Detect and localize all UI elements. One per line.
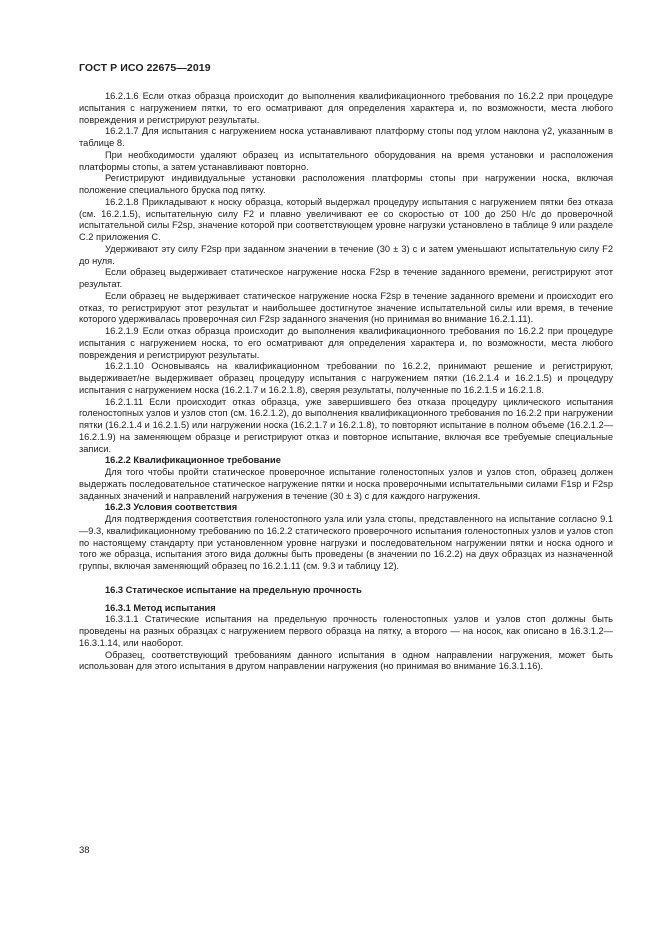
- paragraph: Образец, соответствующий требованиям данного испытания в одном направлении нагружения, может быть использован для этого испытания в другом направлении нагружения (но принимая во внимание 16.3.1.16).: [79, 649, 613, 672]
- main-text: [79, 91, 613, 673]
- section-heading-16-3-1: 16.3.1 Метод испытания: [105, 602, 216, 613]
- paragraph-16-2-1-9: 16.2.1.9 Если отказ образца происходит до выполнения квалификационного требования по 16.2.2 при процедуре испытания с нагружением носка, то его осматривают для определения характера и, по возможности, места любого повреждения и регистрируют результаты.: [79, 326, 613, 360]
- section-heading-16-3: 16.3 Статическое испытание на предельную прочность: [105, 584, 362, 595]
- paragraph-16-2-1-6: 16.2.1.6 Если отказ образца происходит до выполнения квалификационного требования по 16.2.2 при процедуре испытания с нагружением пятки, то его осматривают для определения характера и, по возможности, места любого повреждения и регистрируют результаты.: [79, 91, 613, 125]
- paragraph: Удерживают эту силу F2sp при заданном значении в течение (30 ± 3) с и затем уменьшают испытательную силу F2 до нуля.: [79, 243, 613, 266]
- paragraph: Регистрируют индивидуальные установки расположения платформы стопы при нагружении носка, включая положение специального бруска под пятку.: [79, 173, 613, 195]
- paragraph: При необходимости удаляют образец из испытательного оборудования на время установки и расположения платформы стопы, а затем устанавливают повторно.: [79, 149, 613, 172]
- paragraph: Если образец выдерживает статическое нагружение носка F2sp в течение заданного времени, регистрируют этот результат.: [79, 267, 613, 289]
- paragraph: Для подтверждения соответствия голеностопного узла или узла стопы, представленного на испытание согласно 9.1—9.3, квалификационному требованию по 16.2.2 статического проверочного испытания голеностопных узлов и узлов стоп по настоящему стандарту при установленном уровне нагрузки и последовательном нагружении пятки и носка одного и того же образца, испытания этого вида должны быть проведены (в значении по 16.2.2) на двух образцах из назначенной группы, включая заменяющий образец по 16.2.1.11 (см. 9.3 и таблицу 12).: [79, 514, 613, 571]
- paragraph: Для того чтобы пройти статическое проверочное испытание голеностопных узлов и узлов стоп, образец должен выдержать последовательное статическое нагружение пятки и носка проверочными испытательными силами F1sp и F2sp заданных значений и направлений нагружения в течение (30 ± 3) с для каждого нагружения.: [79, 467, 613, 501]
- section-heading-16-2-2: 16.2.2 Квалификационное требование: [105, 455, 281, 466]
- page-number: 38: [79, 845, 90, 856]
- paragraph-16-2-1-10: 16.2.1.10 Основываясь на квалификационном требовании по 16.2.2, принимают решение и регистрируют, выдерживает/не выдерживает образец процедуру испытания с нагружением пятки (16.2.1.4 и 16.2.1.5) и процедуру испытания с нагружением носка (16.2.1.7 и 16.2.1.8), сверяя результаты, полученные по 16.2.1.5 и 16.2.1.8.: [79, 361, 613, 395]
- paragraph: Если образец не выдерживает статическое нагружение носка F2sp в течение заданного времени и происходит его отказ, то регистрируют этот результат и наибольшее достигнутое значение испытательной силы или время, в течение которого удерживалась проверочная сил F2sp заданного значения (но принимая во внимание 16.2.1.11).: [79, 290, 613, 325]
- section-heading-16-2-3: 16.2.3 Условия соответствия: [105, 502, 238, 513]
- standard-header: ГОСТ Р ИСО 22675—2019: [79, 62, 211, 74]
- paragraph-16-3-1-1: 16.3.1.1 Статические испытания на предельную прочность голеностопных узлов и узлов стоп должны быть проведены на разных образцах с нагружением первого образца на пятку, а второго — на носок, как описано в 16.3.1.2—16.3.1.14, или наоборот.: [79, 614, 613, 648]
- paragraph-16-2-1-8: 16.2.1.8 Прикладывают к носку образца, который выдержал процедуру испытания с нагружением пятки без отказа (см. 16.2.1.5), испытательную силу F2 и плавно увеличивают ее со скоростью от 100 до 250 Н/с до проверочной испытательной силы F2sp, значение которой при соответствующем уровне нагрузки установлено в таблице 9 или разделе С.2 приложения С.: [79, 196, 613, 242]
- paragraph-16-2-1-11: 16.2.1.11 Если происходит отказ образца, уже завершившего без отказа процедуру циклического испытания голеностопных узлов и узлов стоп (см. 16.2.1.2), до выполнения квалификационного требования по 16.2.2 при нагружении пятки (16.2.1.4 и 16.2.1.5) или нагружении носка (16.2.1.7 и 16.2.1.8), то повторяют испытание в полном объеме (16.2.1.2—16.2.1.9) на заменяющем образце и регистрируют отказ и повторное испытание, включая все требуемые специальные записи.: [79, 396, 613, 454]
- paragraph-16-2-1-7: 16.2.1.7 Для испытания с нагружением носка устанавливают платформу стопы под углом наклона γ2, указанным в таблице 8.: [79, 126, 613, 148]
